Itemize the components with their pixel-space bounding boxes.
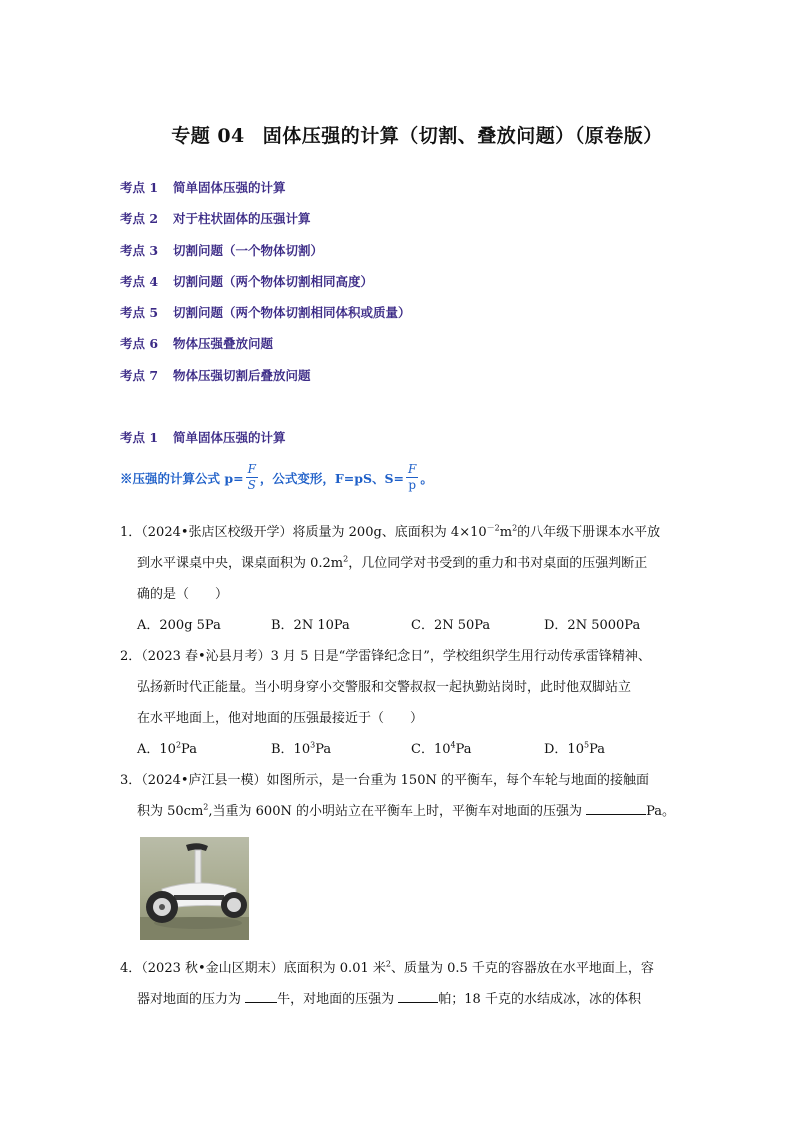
question-1: 1．（2024•张店区校级开学）将质量为 200g、底面积为 $4\times 10^{-2}m^2$的八年级下册课本水平放 到水平课桌中央，课桌面积为 $0.2m^2$，几位同学对书受到的重力和书对桌面的压强判断正 确的是（ ） A．200g 5Pa B．2N 10Pa C．2N 50Pa D．2N 5000Pa bbox=[120, 517, 690, 641]
table-of-contents bbox=[120, 178, 411, 397]
title-prefix: 专题 04 bbox=[171, 125, 245, 147]
answer-blank[interactable] bbox=[398, 989, 438, 1003]
option-c[interactable]: C．$10^4Pa$ bbox=[411, 740, 472, 757]
toc-item[interactable]: 考点 7 物体压强切割后叠放问题 bbox=[120, 367, 311, 383]
toc-item[interactable]: 考点 3 切割问题（一个物体切割） bbox=[120, 242, 324, 258]
balance-scooter-image bbox=[140, 837, 249, 940]
option-b[interactable]: B．2N 10Pa bbox=[271, 618, 350, 633]
option-d[interactable]: D．2N 5000Pa bbox=[544, 618, 641, 633]
title-main: 固体压强的计算（切割、叠放问题）（原卷版） bbox=[262, 125, 663, 147]
pressure-formula: ※压强的计算公式 p= $\frac{F}{S}$ ，公式变形，F=pS、S= $\frac{F}{p}$ 。 bbox=[120, 462, 433, 492]
fraction-f-over-s: $\frac{F}{S}$ bbox=[247, 462, 256, 492]
toc-item[interactable]: 考点 6 物体压强叠放问题 bbox=[120, 336, 274, 352]
option-a[interactable]: A．$10^2Pa$ bbox=[137, 740, 197, 757]
option-a[interactable]: A．200g 5Pa bbox=[137, 618, 221, 633]
toc-item[interactable]: 考点 2 对于柱状固体的压强计算 bbox=[120, 211, 311, 227]
question-3: 3．（2024•庐江县一模）如图所示，是一台重为 150N 的平衡车，每个车轮与地面的接触面 积为 $50cm^2$,当重为 600N 的小明站立在平衡车上时，平衡车对地面的压强为 Pa。 bbox=[120, 773, 676, 819]
fraction-f-over-p: $\frac{F}{p}$ bbox=[408, 462, 417, 492]
question-4: 4．（2023 秋•金山区期末）底面积为 0.01 米$^2$、质量为 0.5 千克的容器放在水平地面上，容 器对地面的压力为 牛，对地面的压强为 帕；18 千克的水结成冰，冰的体积 bbox=[120, 959, 654, 1007]
option-d[interactable]: D．$10^5Pa$ bbox=[544, 740, 605, 757]
toc-item[interactable]: 考点 4 切割问题（两个物体切割相同高度） bbox=[120, 273, 374, 289]
question-2: 2．（2023 春•沁县月考）3 月 5 日是“学雷锋纪念日”，学校组织学生用行动传承雷锋精神、 弘扬新时代正能量。当小明身穿小交警服和交警叔叔一起执勤站岗时，此时他双脚站立 在水平地面上，他对地面的压强最接近于（ ） A．$10^2Pa$ B．$10^3Pa$ C．$10^4Pa$ D．$10^5Pa$ bbox=[120, 641, 690, 765]
option-c[interactable]: C．2N 50Pa bbox=[411, 618, 491, 633]
section-heading: 考点 1 简单固体压强的计算 bbox=[120, 430, 286, 445]
q1-options bbox=[120, 610, 690, 641]
toc-item[interactable]: 考点 5 切割问题（两个物体切割相同体积或质量） bbox=[120, 305, 411, 321]
toc-item[interactable]: 考点 1 简单固体压强的计算 bbox=[120, 180, 286, 195]
q2-options bbox=[120, 734, 690, 765]
answer-blank[interactable] bbox=[586, 801, 646, 815]
balance-scooter-icon bbox=[140, 837, 249, 940]
page-title bbox=[0, 121, 794, 148]
option-b[interactable]: B．$10^3Pa$ bbox=[271, 740, 332, 757]
answer-blank[interactable] bbox=[245, 989, 277, 1003]
